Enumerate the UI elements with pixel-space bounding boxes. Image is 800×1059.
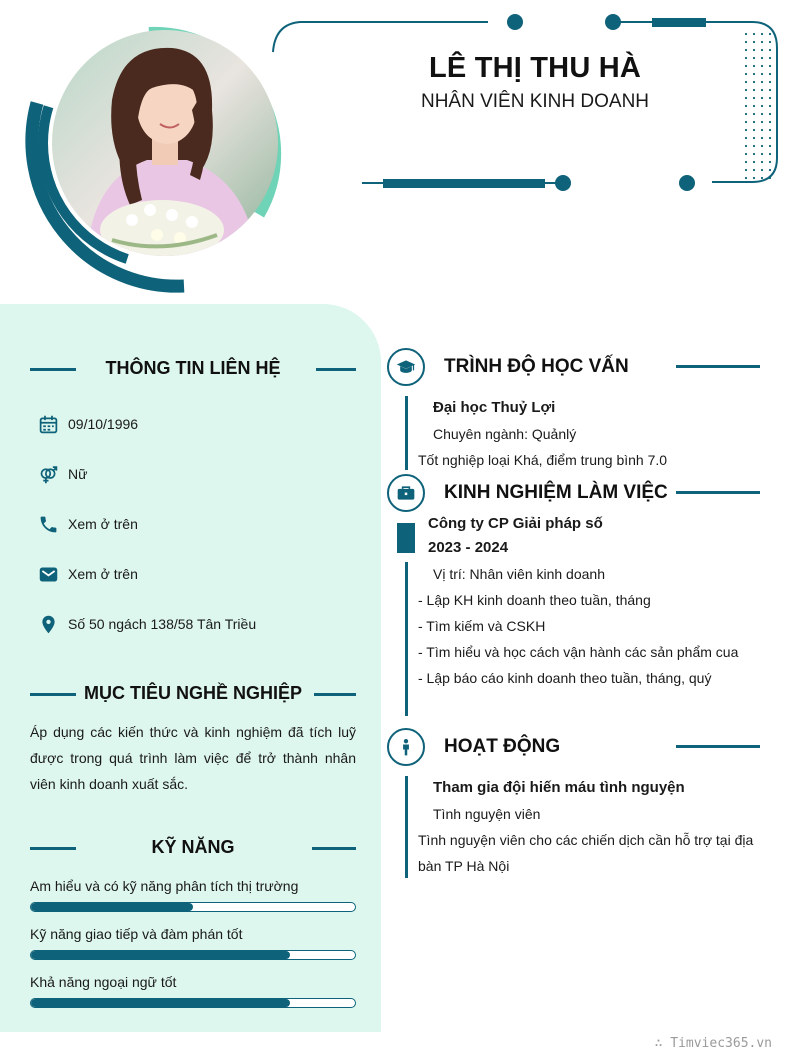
activities-title: HOẠT ĐỘNG: [444, 736, 561, 757]
skill-progress-bar: [30, 998, 356, 1008]
contact-value: Xem ở trên: [68, 516, 138, 532]
skill-label: Khả năng ngoại ngữ tốt: [30, 974, 177, 990]
contact-value: Nữ: [68, 466, 88, 482]
watermark-text: Timviec365.vn: [670, 1036, 772, 1051]
contact-value: Xem ở trên: [68, 566, 138, 582]
person-icon: [396, 737, 416, 757]
education-major: Chuyên ngành: Quảnlý: [433, 426, 577, 442]
graduation-cap-icon: [396, 357, 416, 377]
company-marker: [397, 523, 415, 553]
skill-progress-bar: [30, 950, 356, 960]
skills-title: KỸ NĂNG: [151, 837, 235, 857]
activity-role: Tình nguyện viên: [433, 806, 541, 822]
calendar-icon: [38, 414, 59, 435]
location-icon: [38, 614, 59, 635]
divider-line: [316, 368, 356, 371]
phone-icon: [38, 514, 59, 535]
education-title: TRÌNH ĐỘ HỌC VẤN: [444, 356, 629, 377]
education-school: Đại học Thuỷ Lợi: [433, 399, 556, 416]
timeline-line: [405, 562, 408, 716]
divider-line: [314, 693, 356, 696]
contact-address: [38, 612, 256, 636]
watermark: [655, 1036, 772, 1051]
experience-duty: - Tìm hiểu và học cách vận hành các sản phẩm cua: [418, 644, 739, 660]
divider-line: [312, 847, 356, 850]
email-icon: [38, 564, 59, 585]
timeline-line: [405, 776, 408, 878]
objective-text: Áp dụng các kiến thức và kinh nghiệm đã tích luỹ được trong quá trình làm việc để trở thành nhân viên kinh doanh xuất sắc.: [30, 724, 356, 792]
contact-value: Số 50 ngách 138/58 Tân Triều: [68, 616, 257, 632]
candidate-name: LÊ THỊ THU HÀ: [428, 52, 642, 84]
timeline-line: [405, 396, 408, 470]
experience-period: 2023 - 2024: [428, 539, 509, 556]
divider-line: [676, 365, 760, 368]
activities-icon-badge: [387, 728, 425, 766]
gender-icon: [38, 464, 59, 485]
skill-label: Am hiểu và có kỹ năng phân tích thị trường: [30, 878, 299, 894]
experience-position: Vị trí: Nhân viên kinh doanh: [433, 566, 605, 582]
experience-title: KINH NGHIỆM LÀM VIỆC: [444, 482, 668, 503]
contact-email: [38, 562, 138, 586]
skill-progress-fill: [31, 999, 290, 1007]
skill-progress-fill: [31, 903, 193, 911]
activity-description: bàn TP Hà Nội: [418, 858, 510, 874]
profile-photo: [52, 30, 278, 256]
watermark-dots-icon: ∴: [654, 1036, 671, 1051]
contact-title: THÔNG TIN LIÊN HỆ: [105, 358, 281, 378]
education-result: Tốt nghiệp loại Khá, điểm trung bình 7.0: [418, 452, 668, 468]
briefcase-icon: [396, 483, 416, 503]
activity-description: Tình nguyện viên cho các chiến dịch cần hỗ trợ tại địa: [418, 832, 754, 848]
divider-line: [30, 368, 76, 371]
activity-name: Tham gia đội hiến máu tình nguyện: [433, 779, 685, 796]
education-icon-badge: [387, 348, 425, 386]
objective-title: MỤC TIÊU NGHỀ NGHIỆP: [83, 683, 302, 703]
experience-duty: - Lập KH kinh doanh theo tuần, tháng: [418, 592, 651, 608]
contact-gender: [38, 462, 87, 486]
experience-duty: - Tìm kiếm và CSKH: [418, 618, 546, 634]
dot-pattern: [742, 28, 778, 183]
experience-icon-badge: [387, 474, 425, 512]
contact-value: 09/10/1996: [68, 416, 139, 432]
experience-company: Công ty CP Giải pháp số: [428, 515, 603, 532]
job-title: NHÂN VIÊN KINH DOANH: [420, 91, 650, 112]
divider-line: [676, 491, 760, 494]
skill-progress-fill: [31, 951, 290, 959]
contact-birthday: [38, 412, 138, 436]
skill-progress-bar: [30, 902, 356, 912]
divider-line: [676, 745, 760, 748]
contact-phone: [38, 512, 138, 536]
divider-line: [30, 847, 76, 850]
skill-label: Kỹ năng giao tiếp và đàm phán tốt: [30, 926, 243, 942]
divider-line: [30, 693, 76, 696]
experience-duty: - Lập báo cáo kinh doanh theo tuần, tháng, quý: [418, 670, 712, 686]
